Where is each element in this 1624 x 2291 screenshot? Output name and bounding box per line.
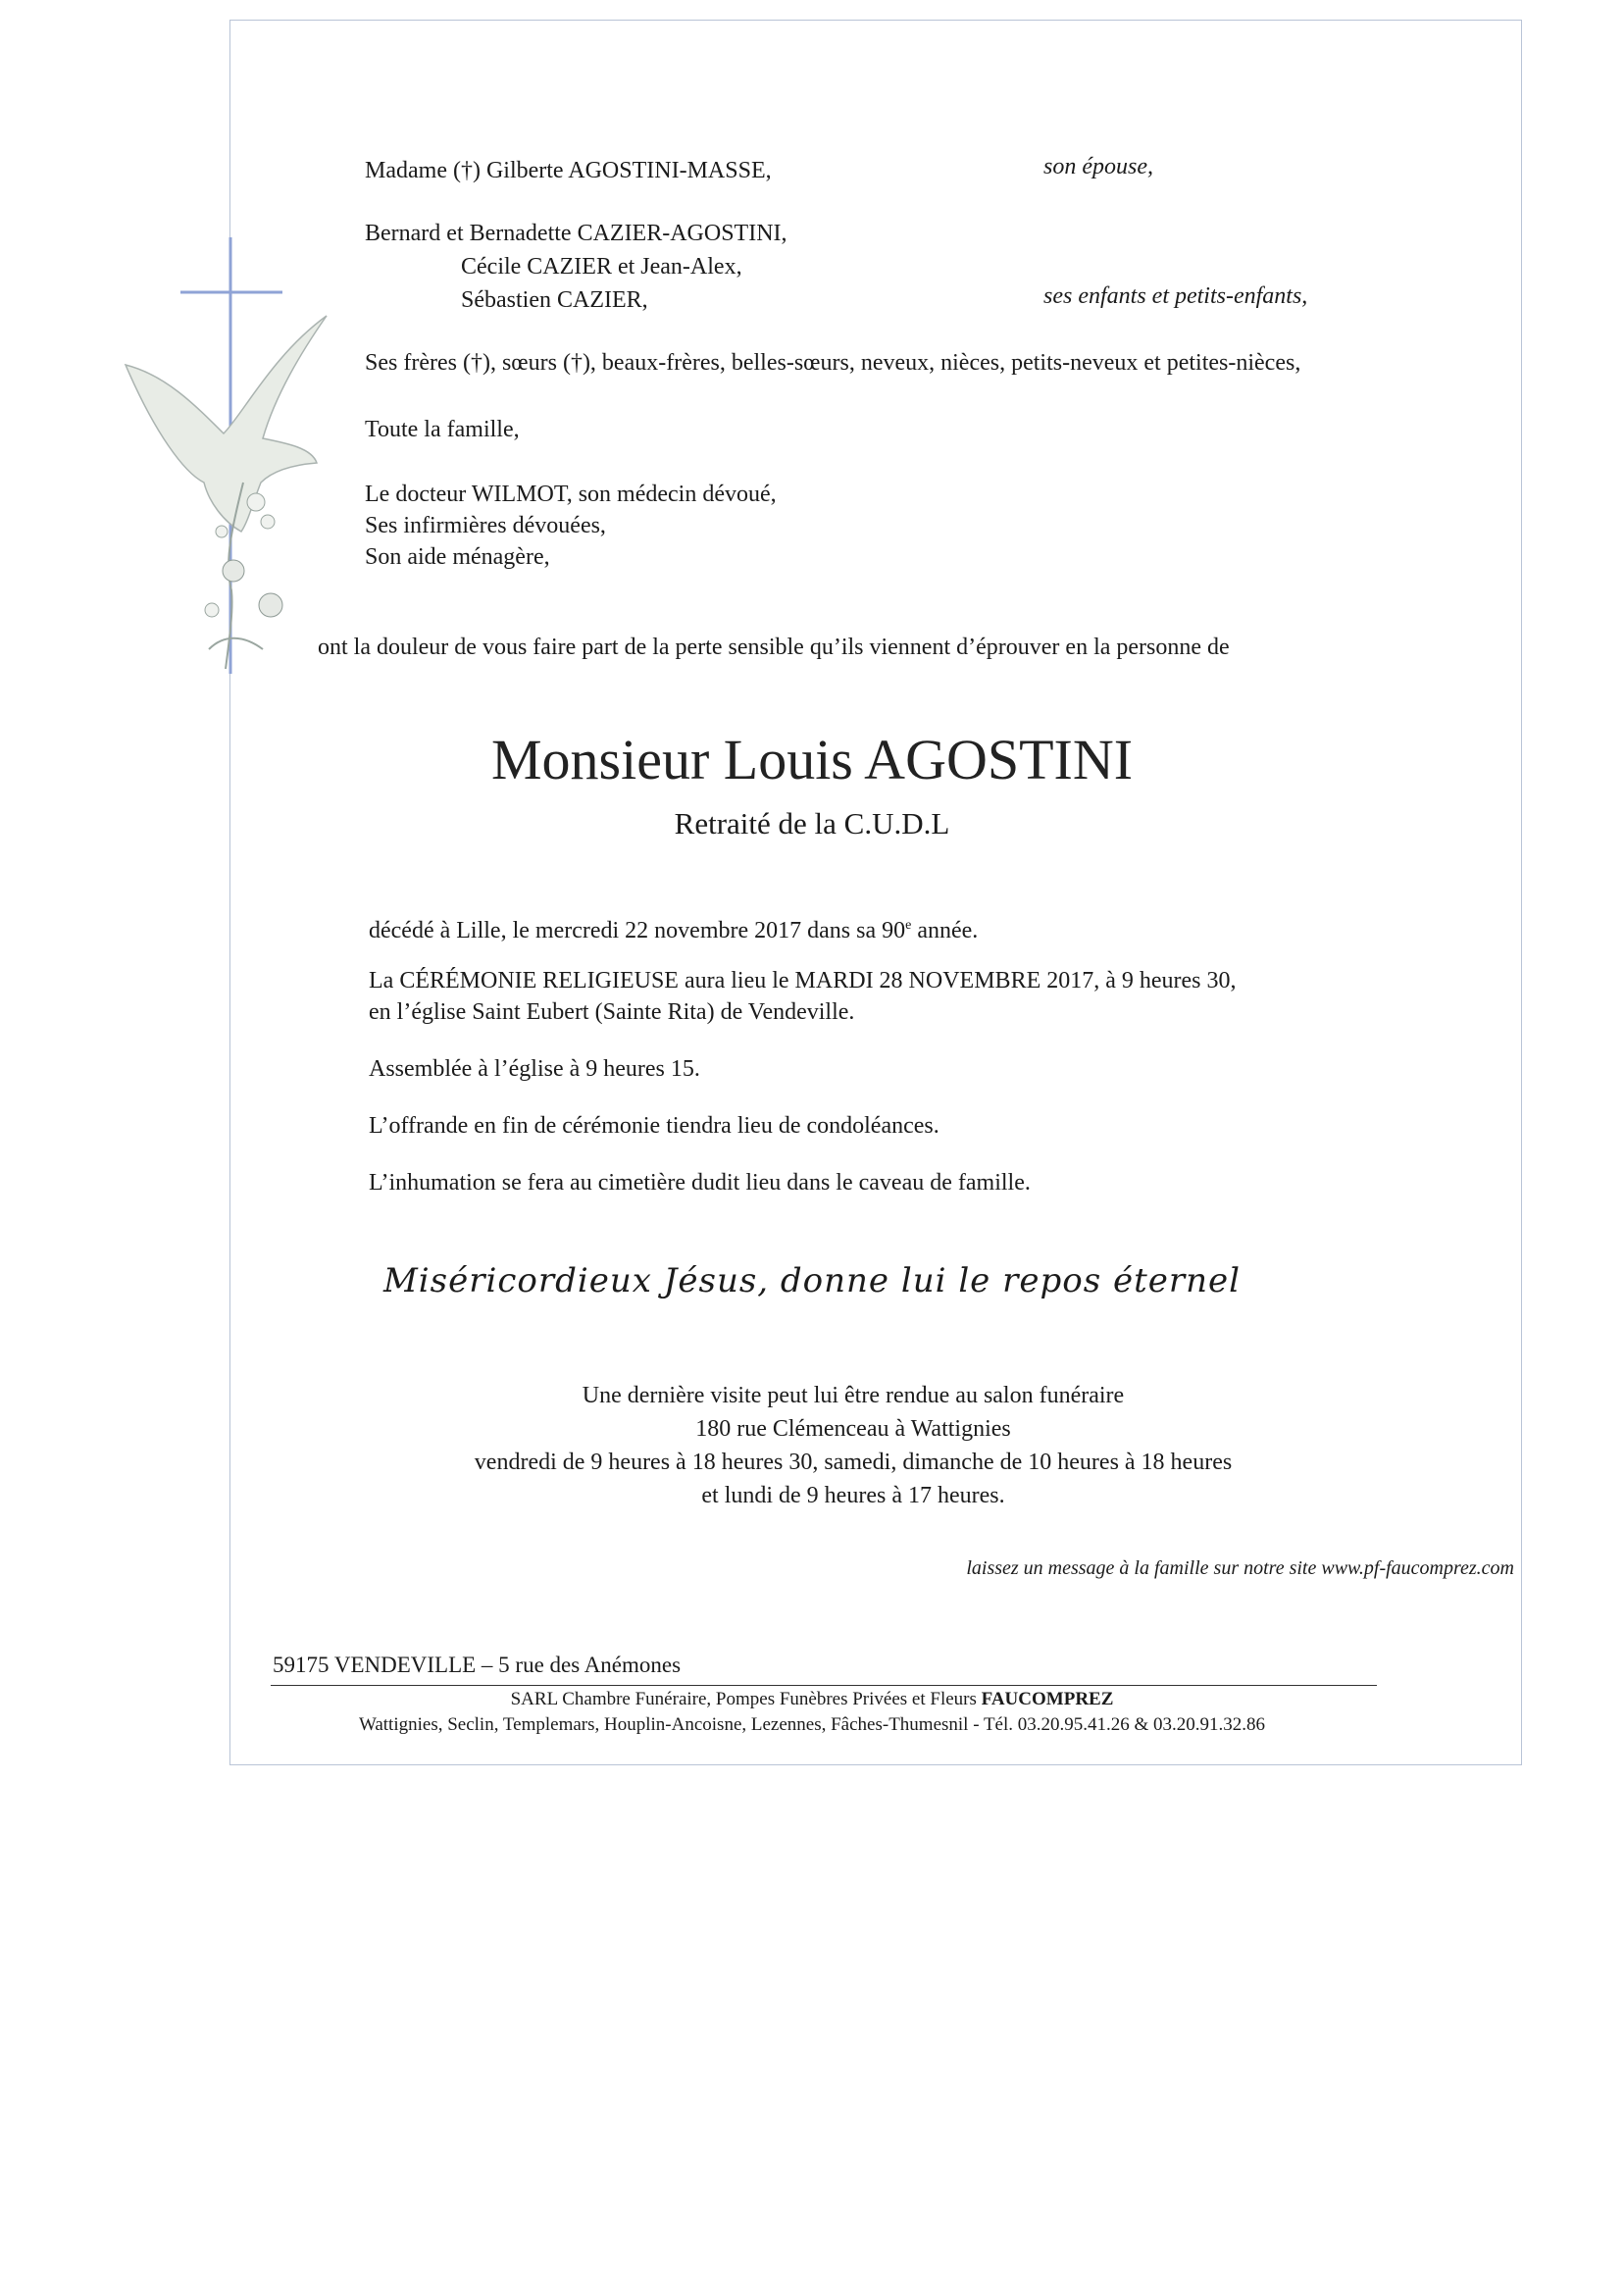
siblings-line: Ses frères (†), sœurs (†), beaux-frères, belles-sœurs, neveux, nièces, petits-neveux et petites-nièces, [365, 350, 1301, 376]
dove-cross-flower-decoration [116, 237, 341, 688]
children-role: ses enfants et petits-enfants, [1043, 283, 1308, 309]
assembly-line: Assemblée à l’église à 9 heures 15. [369, 1056, 700, 1082]
burial-line: L’inhumation se fera au cimetière dudit lieu dans le caveau de famille. [369, 1170, 1031, 1196]
website-note: laissez un message à la famille sur notre site www.pf-faucomprez.com [966, 1557, 1514, 1579]
children-line-2: Cécile CAZIER et Jean-Alex, [461, 254, 742, 280]
footer-towns: Wattignies, Seclin, Templemars, Houplin-Ancoisne, Lezennes, Fâches-Thumesnil - Tél. 03.20.95.41.26 & 03.20.91.32.86 [358, 1714, 1266, 1735]
footer-divider [271, 1685, 1377, 1686]
prayer-line: Miséricordieux Jésus, donne lui le repos éternel [382, 1261, 1242, 1300]
helper-line: Son aide ménagère, [365, 544, 550, 570]
children-line-1: Bernard et Bernadette CAZIER-AGOSTINI, [365, 221, 787, 246]
deceased-title: Retraité de la C.U.D.L [674, 806, 950, 840]
offering-line: L’offrande en fin de cérémonie tiendra lieu de condoléances. [369, 1113, 939, 1139]
visit-line-3: vendredi de 9 heures à 18 heures 30, samedi, dimanche de 10 heures à 18 heures [474, 1450, 1233, 1475]
children-line-3: Sébastien CAZIER, [461, 287, 648, 313]
all-family-line: Toute la famille, [365, 417, 520, 442]
wife-name: Madame (†) Gilberte AGOSTINI-MASSE, [365, 158, 772, 183]
doctor-line: Le docteur WILMOT, son médecin dévoué, [365, 482, 777, 507]
nurses-line: Ses infirmières dévouées, [365, 513, 606, 538]
wife-role: son épouse, [1043, 154, 1153, 179]
death-line: décédé à Lille, le mercredi 22 novembre 2017 dans sa 90e année. [369, 918, 979, 943]
visit-line-2: 180 rue Clémenceau à Wattignies [695, 1416, 1011, 1442]
ceremony-line-2: en l’église Saint Eubert (Sainte Rita) de Vendeville. [369, 999, 855, 1025]
address-line: 59175 VENDEVILLE – 5 rue des Anémones [273, 1653, 682, 1677]
visit-line-4: et lundi de 9 heures à 17 heures. [701, 1483, 1005, 1508]
visit-line-1: Une dernière visite peut lui être rendue au salon funéraire [582, 1383, 1125, 1408]
announcement-line: ont la douleur de vous faire part de la perte sensible qu’ils viennent d’éprouver en la personne de [318, 635, 1230, 660]
ceremony-line-1: La CÉRÉMONIE RELIGIEUSE aura lieu le MARDI 28 NOVEMBRE 2017, à 9 heures 30, [369, 968, 1237, 993]
deceased-name: Monsieur Louis AGOSTINI [490, 728, 1134, 791]
footer-company: SARL Chambre Funéraire, Pompes Funèbres Privées et Fleurs FAUCOMPREZ [510, 1689, 1114, 1709]
